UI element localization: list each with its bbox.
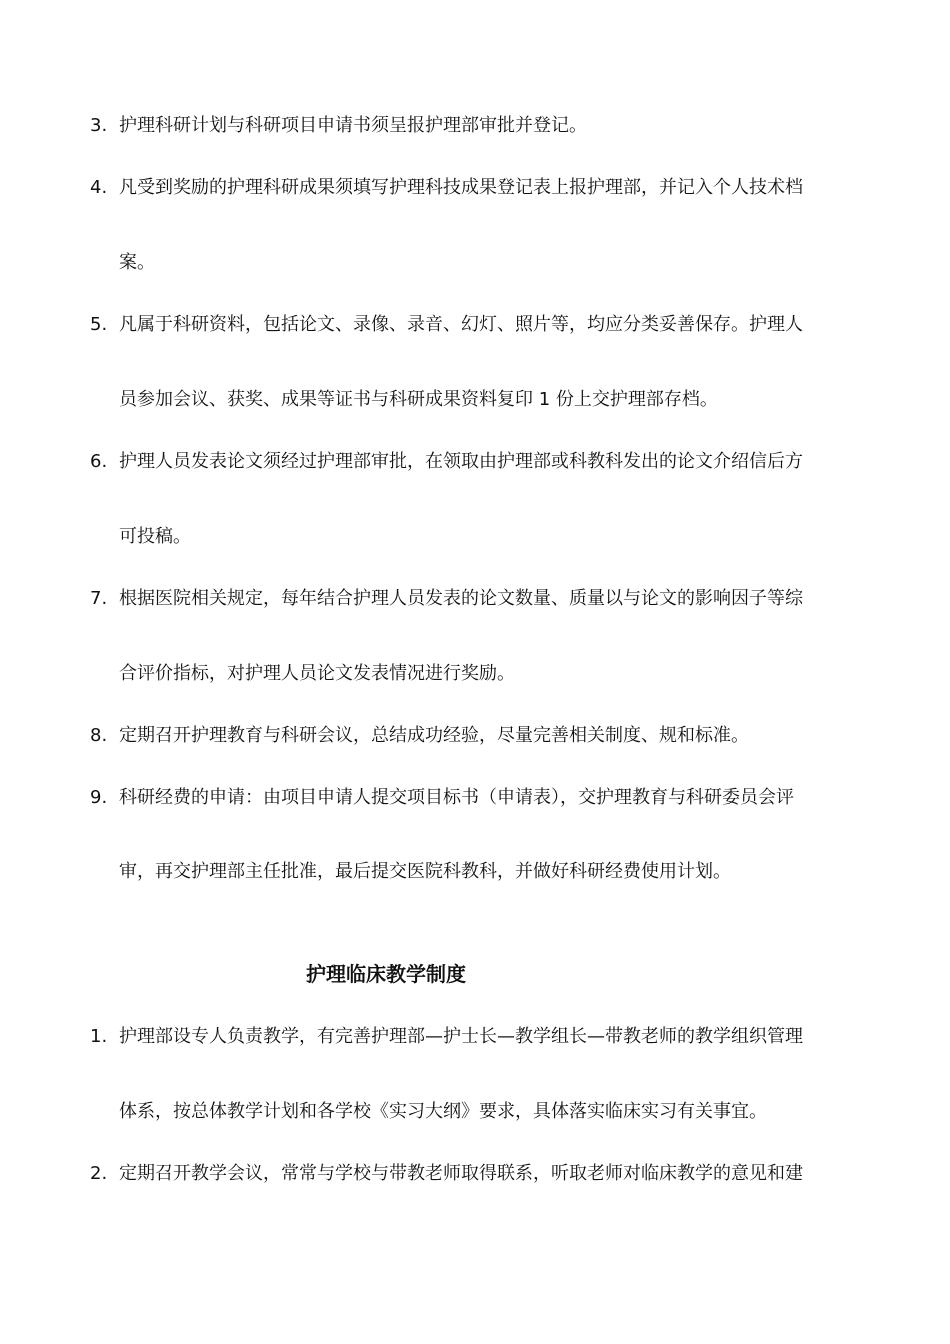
item-text: 可投稿。: [119, 526, 191, 547]
section-title: 护理临床教学制度: [306, 962, 466, 986]
item-number: 2.: [90, 1163, 108, 1184]
item-text: 凡受到奖励的护理科研成果须填写护理科技成果登记表上报护理部，并记入个人技术档: [119, 177, 803, 198]
item-text: 护理部设专人负责教学，有完善护理部—护士长—教学组长—带教老师的教学组织管理: [119, 1026, 803, 1047]
item-text: 案。: [119, 252, 155, 273]
item-number: 5.: [90, 314, 108, 335]
item-text: 定期召开教学会议，常常与学校与带教老师取得联系，听取老师对临床教学的意见和建: [119, 1163, 803, 1184]
item-number: 9.: [90, 787, 108, 808]
item-text: 员参加会议、获奖、成果等证书与科研成果资料复印 1 份上交护理部存档。: [119, 389, 718, 410]
item-number: 3.: [90, 115, 108, 136]
item-text: 科研经费的申请：由项目申请人提交项目标书（申请表），交护理教育与科研委员会评: [119, 787, 794, 808]
item-number: 1.: [90, 1026, 108, 1047]
item-number: 7.: [90, 588, 108, 609]
item-text: 凡属于科研资料，包括论文、录像、录音、幻灯、照片等，均应分类妥善保存。护理人: [119, 314, 803, 335]
item-text: 定期召开护理教育与科研会议，总结成功经验，尽量完善相关制度、规和标准。: [119, 725, 749, 746]
item-text: 护理人员发表论文须经过护理部审批，在领取由护理部或科教科发出的论文介绍信后方: [119, 451, 803, 472]
item-text: 根据医院相关规定，每年结合护理人员发表的论文数量、质量以与论文的影响因子等综: [119, 588, 803, 609]
item-text: 合评价指标，对护理人员论文发表情况进行奖励。: [119, 663, 515, 684]
item-number: 6.: [90, 451, 108, 472]
item-text: 体系，按总体教学计划和各学校《实习大纲》要求，具体落实临床实习有关事宜。: [119, 1101, 767, 1122]
item-number: 4.: [90, 177, 108, 198]
item-number: 8.: [90, 725, 108, 746]
item-text: 审，再交护理部主任批准，最后提交医院科教科，并做好科研经费使用计划。: [119, 861, 731, 882]
item-text: 护理科研计划与科研项目申请书须呈报护理部审批并登记。: [119, 115, 587, 136]
